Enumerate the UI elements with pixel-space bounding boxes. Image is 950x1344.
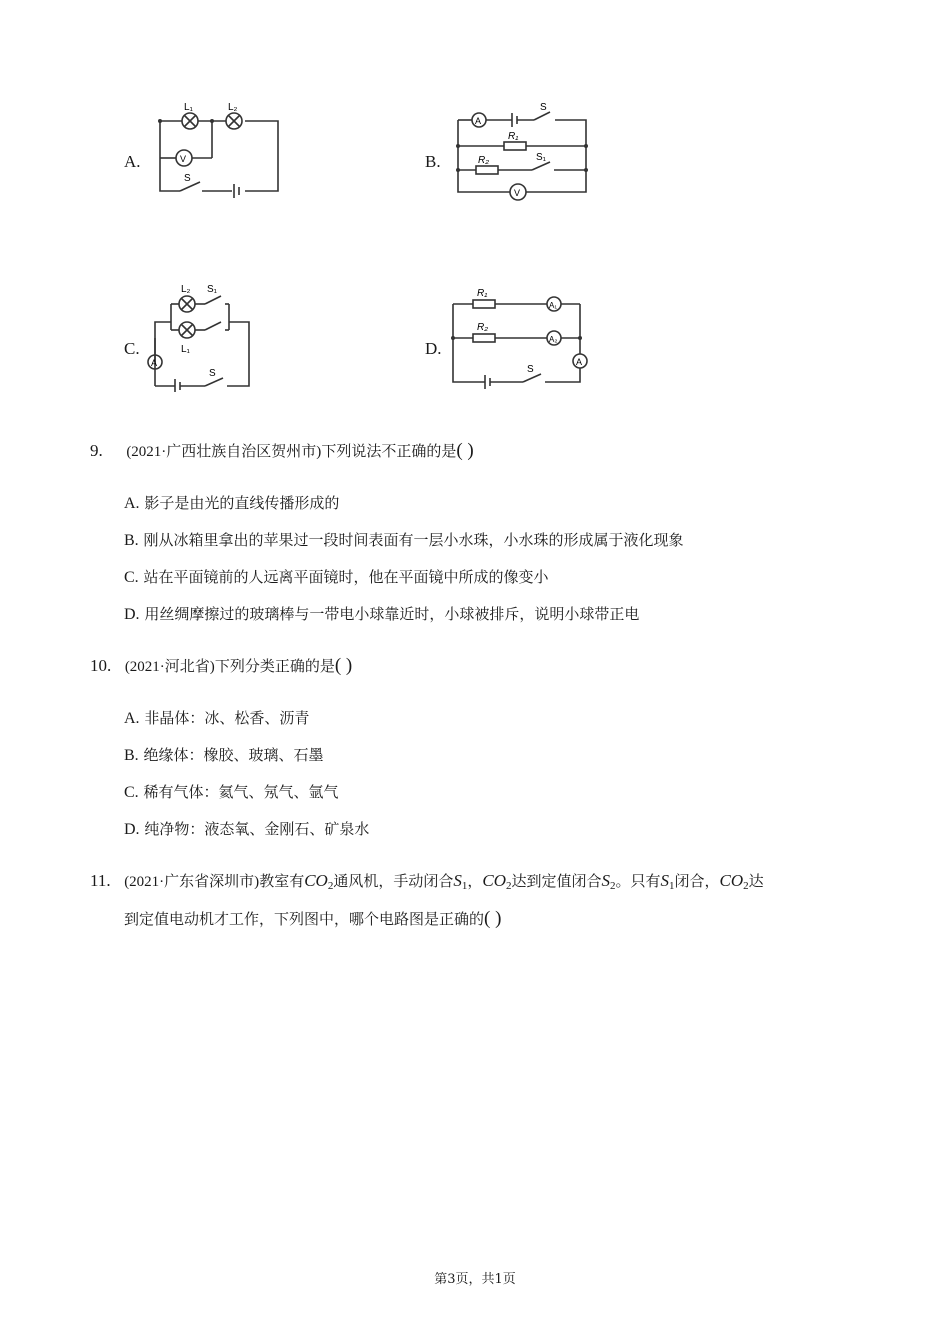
ammeter-a1-label: A₁ [549, 301, 558, 310]
option-d-label: D. [425, 339, 442, 358]
voltmeter-label: V [514, 188, 521, 198]
lamp-l2-label: L₂ [181, 284, 191, 295]
q10-option-b: B. 绝缘体：橡胶、玻璃、石墨 [124, 746, 324, 764]
answer-parentheses: ( ) [456, 440, 474, 461]
ammeter-a-label: A [576, 357, 583, 367]
lamp-l1-label: L₁ [184, 102, 193, 113]
question-stem: 下列分类正确的是 [214, 657, 335, 675]
question-11: 11. (2021·广东省深圳市)教室有$CO_2$通风机，手动闭合$S_1$，$CO_2$达到定值闭合$S_2$。只有$S_1$闭合，$CO_2$达 [90, 871, 764, 892]
voltmeter-label: V [180, 154, 187, 164]
switch-label: S [209, 368, 216, 379]
question-source: (2021·广东省深圳市) [124, 874, 260, 890]
circuit-diagram-b [450, 98, 595, 203]
circuit-diagram-c [143, 282, 263, 392]
answer-parentheses: ( ) [484, 908, 502, 929]
resistor-r1-label: R₁ [477, 288, 488, 299]
option-a-label: A. [124, 152, 141, 171]
question-number: 11. [90, 871, 111, 890]
option-b-label: B. [425, 152, 441, 171]
q9-option-d: D. 用丝绸摩擦过的玻璃棒与一带电小球靠近时，小球被排斥，说明小球带正电 [124, 605, 640, 623]
switch-label: S [527, 364, 534, 375]
answer-parentheses: ( ) [334, 655, 353, 676]
lamp-l2-label: L₂ [228, 102, 238, 113]
ammeter-label: A [151, 358, 158, 368]
question-source: (2021·河北省) [124, 659, 215, 675]
q9-option-b: B. 刚从冰箱里拿出的苹果过一段时间表面有一层小水珠，小水珠的形成属于液化现象 [124, 531, 684, 549]
ammeter-label: A [475, 116, 482, 126]
resistor-r2-label: R₂ [478, 155, 490, 166]
question-11-line2: 到定值电动机才工作，下列图中，哪个电路图是正确的( ) [124, 908, 502, 929]
lamp-l1-label: L₁ [181, 344, 190, 355]
question-9 [90, 438, 870, 465]
question-source: (2021·广西壮族自治区贺州市) [126, 444, 322, 460]
circuit-diagram-a [150, 96, 285, 201]
circuit-diagram-d [445, 284, 595, 394]
switch-label: S [184, 173, 191, 184]
page-footer: 第3页，共1页 [434, 1272, 516, 1287]
q9-option-c: C. 站在平面镜前的人远离平面镜时，他在平面镜中所成的像变小 [124, 568, 549, 586]
option-c-label: C. [124, 339, 140, 358]
q10-option-c: C. 稀有气体：氦气、氖气、氩气 [124, 783, 339, 801]
resistor-r1-label: R₁ [508, 131, 519, 142]
question-number: 9. [90, 441, 103, 460]
q10-option-a: A. 非晶体：冰、松香、沥青 [124, 709, 310, 727]
switch-s1-label: S₁ [207, 284, 218, 295]
resistor-r2-label: R₂ [477, 322, 489, 333]
switch-s1-label: S₁ [536, 152, 547, 163]
question-number: 10. [90, 656, 112, 675]
switch-label: S [540, 102, 547, 113]
question-stem: 下列说法不正确的是 [321, 442, 457, 460]
q9-option-a: A. 影子是由光的直线传播形成的 [124, 494, 340, 512]
question-10 [90, 653, 870, 680]
ammeter-a2-label: A₂ [549, 335, 558, 344]
q10-option-d: D. 纯净物：液态氧、金刚石、矿泉水 [124, 820, 370, 838]
